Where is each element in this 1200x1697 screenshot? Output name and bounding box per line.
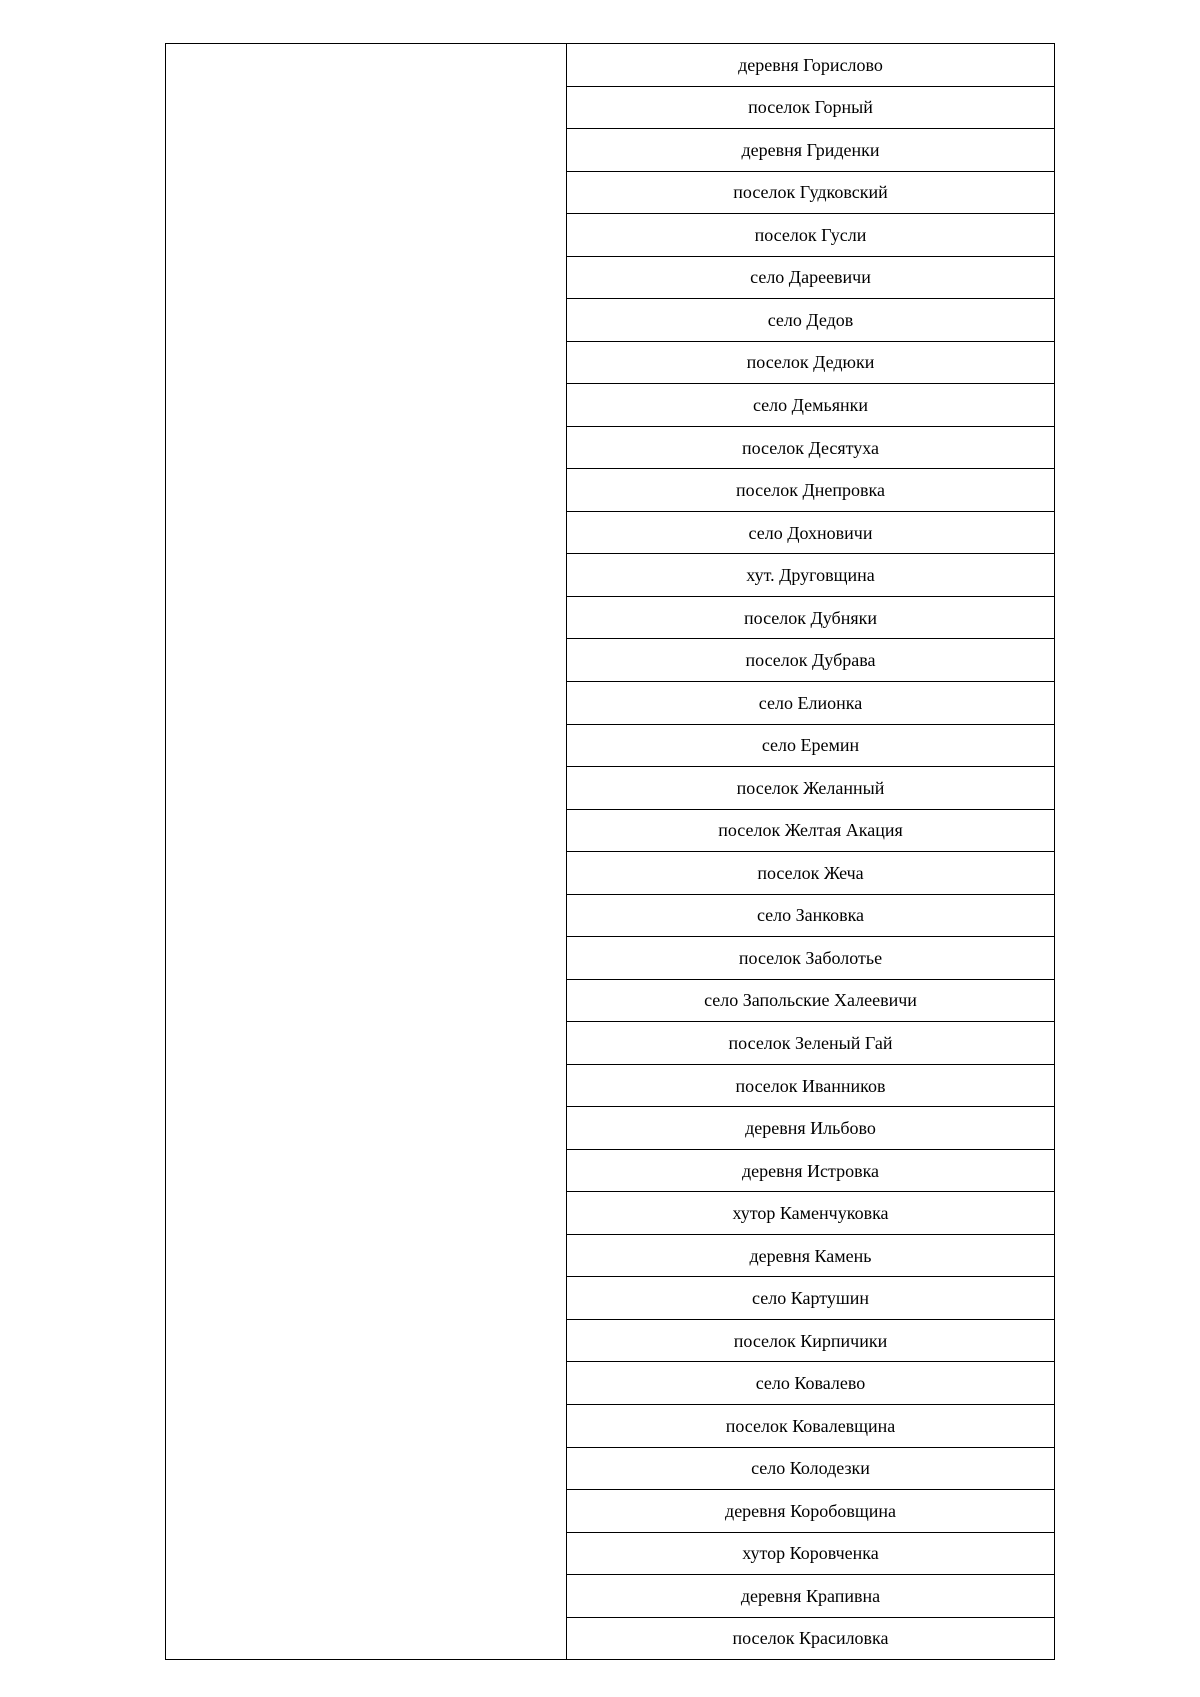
table-row: село Дохновичи <box>567 512 1054 555</box>
table-row: хутор Каменчуковка <box>567 1192 1054 1235</box>
table-row: деревня Крапивна <box>567 1575 1054 1618</box>
table-row: деревня Горислово <box>567 44 1054 87</box>
table-row: село Занковка <box>567 895 1054 938</box>
table-row: село Дедов <box>567 299 1054 342</box>
table-row: деревня Ильбово <box>567 1107 1054 1150</box>
table-row: поселок Желанный <box>567 767 1054 810</box>
table-row: поселок Кирпичики <box>567 1320 1054 1363</box>
table-row: поселок Ковалевщина <box>567 1405 1054 1448</box>
settlements-table <box>165 43 1055 1660</box>
table-row: поселок Иванников <box>567 1065 1054 1108</box>
table-row: село Картушин <box>567 1277 1054 1320</box>
table-row: село Колодезки <box>567 1448 1054 1491</box>
table-row: поселок Дедюки <box>567 342 1054 385</box>
table-row: поселок Дубняки <box>567 597 1054 640</box>
table-row: хутор Коровченка <box>567 1533 1054 1576</box>
table-row: поселок Днепровка <box>567 469 1054 512</box>
table-row: поселок Красиловка <box>732 1628 889 1649</box>
table-row: поселок Дубрава <box>567 639 1054 682</box>
table-row: поселок Заболотье <box>567 937 1054 980</box>
table-row: поселок Гудковский <box>567 172 1054 215</box>
table-row: село Ковалево <box>567 1362 1054 1405</box>
table-row: село Запольские Халеевичи <box>567 980 1054 1023</box>
table-row: село Демьянки <box>567 384 1054 427</box>
table-row: поселок Желтая Акация <box>567 810 1054 853</box>
table-row: поселок Зеленый Гай <box>567 1022 1054 1065</box>
settlement-list <box>567 44 1054 1659</box>
table-row: деревня Камень <box>567 1235 1054 1278</box>
table-row: поселок Гусли <box>567 214 1054 257</box>
table-row: поселок Жеча <box>567 852 1054 895</box>
table-row: деревня Гриденки <box>567 129 1054 172</box>
table-row: хут. Друговщина <box>567 554 1054 597</box>
table-row: поселок Горный <box>567 87 1054 130</box>
table-row: деревня Коробовщина <box>567 1490 1054 1533</box>
table-row: поселок Десятуха <box>567 427 1054 470</box>
table-row: село Елионка <box>567 682 1054 725</box>
table-row: село Еремин <box>567 725 1054 768</box>
table-row: село Дареевичи <box>567 257 1054 300</box>
empty-left-cell <box>166 44 567 1659</box>
table-row: деревня Истровка <box>567 1150 1054 1193</box>
